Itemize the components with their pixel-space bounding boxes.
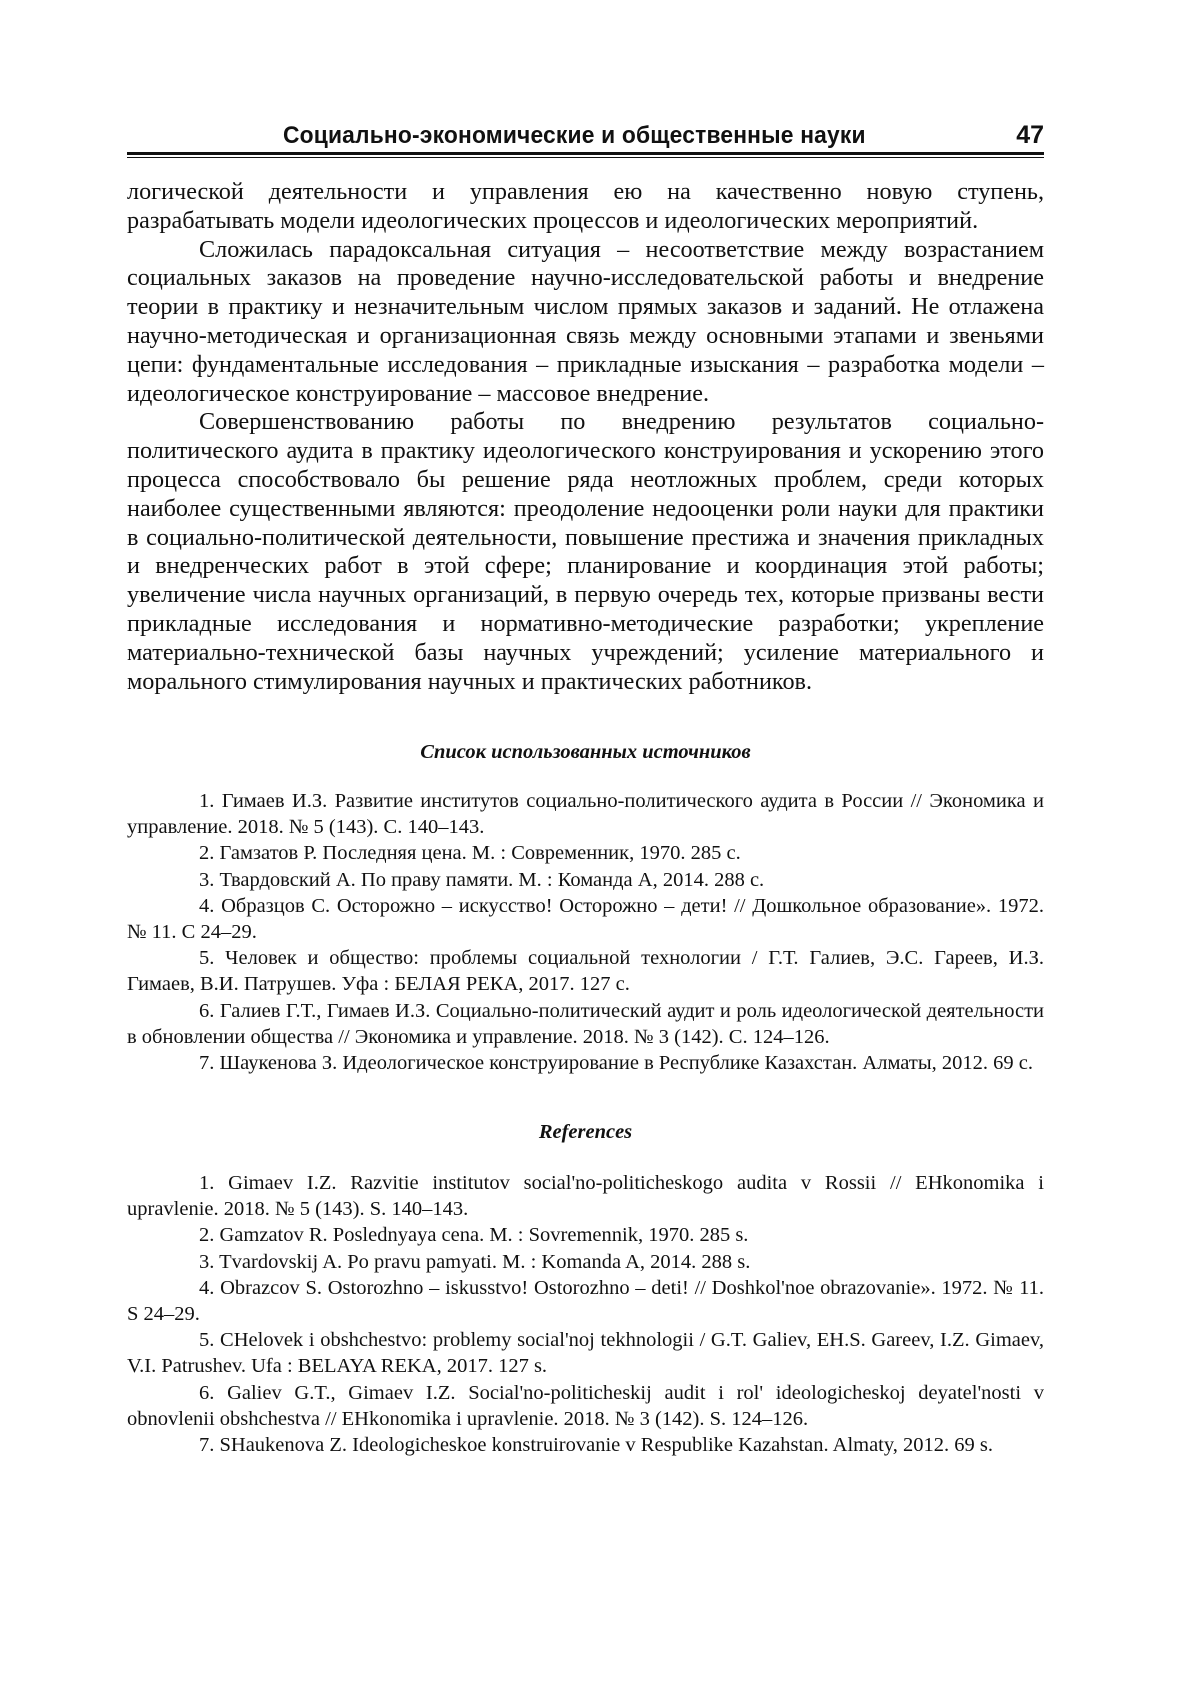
- reference-item: 4. Obrazcov S. Ostorozhno – iskusstvo! Ostorozhno – deti! // Doshkol'noe obrazovanie». 1972. № 11. S 24–29.: [127, 1276, 1044, 1326]
- source-item: 3. Твардовский А. По праву памяти. М. : Команда А, 2014. 288 с.: [199, 868, 765, 891]
- article-body: [127, 178, 1044, 696]
- body-paragraph: Сложилась парадоксальная ситуация – несоответствие между возрастанием социальных заказов на проведение научно-исследовательской работы и внедрение теории в практику и незначительным числом прямых заказов и заданий. Не отлажена научно-методическая и организационная связь между основными этапами и звеньями цепи: фундаментальные исследования – прикладные изыскания – разработка модели – идеологическое конструирование – массовое внедрение.: [127, 235, 1044, 407]
- source-item: 2. Гамзатов Р. Последняя цена. М. : Современник, 1970. 285 с.: [199, 842, 741, 865]
- header-rule-thick: [127, 152, 1044, 155]
- sources-heading: Список использованных источников: [420, 741, 751, 763]
- source-item: 7. Шаукенова З. Идеологическое конструирование в Республике Казахстан. Алматы, 2012. 69 с.: [199, 1052, 1033, 1075]
- page-number: 47: [1016, 121, 1044, 149]
- reference-item: 7. SHaukenova Z. Ideologicheskoe konstruirovanie v Respublike Kazahstan. Almaty, 2012. 69 s.: [199, 1434, 994, 1457]
- header-rule-thin: [127, 157, 1044, 158]
- source-item: 1. Гимаев И.З. Развитие институтов социально-политического аудита в России // Экономика и управление. 2018. № 5 (143). С. 140–143.: [127, 790, 1044, 839]
- reference-item: 3. Tvardovskij A. Po pravu pamyati. M. : Komanda A, 2014. 288 s.: [199, 1250, 751, 1273]
- sources-list: [127, 788, 1044, 1076]
- source-item: 6. Галиев Г.Т., Гимаев И.З. Социально-политический аудит и роль идеологической деятельности в обновлении общества // Экономика и управление. 2018. № 3 (142). С. 124–126.: [127, 999, 1044, 1048]
- body-paragraph: логической деятельности и управления ею на качественно новую ступень, разрабатывать модели идеологических процессов и идеологических мероприятий.: [127, 178, 1044, 234]
- body-paragraph: Совершенствованию работы по внедрению результатов социально-политического аудита в практику идеологического конструирования и ускорению этого процесса способствовало бы решение ряда неотложных проблем, среди которых наиболее существенными являются: преодоление недооценки роли науки для практики в социально-политической деятельности, повышение престижа и значения прикладных и внедренческих работ в этой сфере; планирование и координация этой работы; увеличение числа научных организаций, в первую очередь тех, которые призваны вести прикладные исследования и нормативно-методические разработки; укрепление материально-технической базы научных учреждений; усиление материального и морального стимулирования научных и практических работников.: [127, 408, 1044, 695]
- source-item: 5. Человек и общество: проблемы социальной технологии / Г.Т. Галиев, Э.С. Гареев, И.З. Гимаев, В.И. Патрушев. Уфа : БЕЛАЯ РЕКА, 2017. 127 с.: [127, 947, 1044, 996]
- reference-item: 1. Gimaev I.Z. Razvitie institutov social'no-politicheskogo audita v Rossii // EHkonomika i upravlenie. 2018. № 5 (143). S. 140–143.: [127, 1172, 1044, 1221]
- source-item: 4. Образцов С. Осторожно – искусство! Осторожно – дети! // Дошкольное образование». 1972. № 11. С 24–29.: [127, 894, 1044, 944]
- reference-item: 6. Galiev G.T., Gimaev I.Z. Social'no-politicheskij audit i rol' ideologicheskoj deyatel'nosti v obnovlenii obshchestva // EHkonomika i upravlenie. 2018. № 3 (142). S. 124–126.: [127, 1381, 1044, 1430]
- running-header-title: Социально-экономические и общественные науки: [283, 122, 866, 149]
- reference-item: 2. Gamzatov R. Poslednyaya cena. M. : Sovremennik, 1970. 285 s.: [199, 1224, 749, 1247]
- references-list: [127, 1170, 1044, 1458]
- reference-item: 5. CHelovek i obshchestvo: problemy social'noj tekhnologii / G.T. Galiev, EH.S. Gareev, I.Z. Gimaev, V.I. Patrushev. Ufa : BELAYA REKA, 2017. 127 s.: [127, 1329, 1044, 1378]
- references-heading: References: [538, 1121, 633, 1143]
- running-header: [127, 118, 1044, 154]
